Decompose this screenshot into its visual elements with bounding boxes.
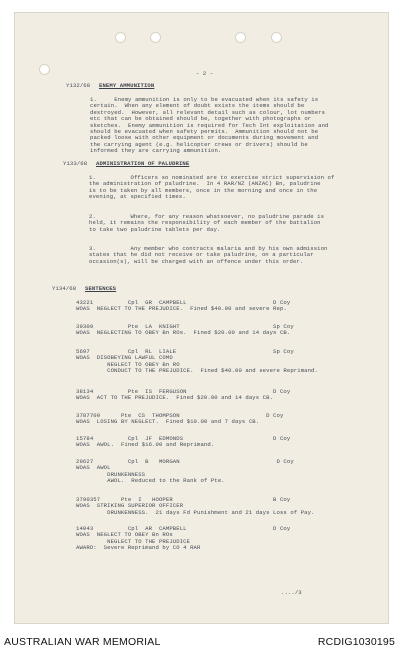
section-ref: Y133/68	[63, 160, 88, 167]
sentence-entry: 43221 Cpl GR CAMPBELL D Coy WOAS NEGLECT TO THE PREJUDICE. Fined $40.00 and severe Rep.	[76, 299, 291, 313]
section-heading: ADMINISTRATION OF PALUDRINE	[96, 160, 190, 167]
sentence-entry: 14043 Cpl AR CAMPBELL D Coy WOAS NEGLECT TO OBEY Bn ROs NEGLECT TO THE PREJUDICE AWARD: Severe Reprimand by CO 4 RAR	[76, 525, 291, 552]
sentence-entry: 29627 Cpl B MORGAN D Coy WOAS AWOL DRUNKENNESS AWOL. Reduced to the Rank of Pte.	[76, 458, 294, 485]
punch-hole	[115, 32, 126, 43]
footer-record-id: RCDIG1030195	[317, 636, 395, 648]
sentence-entry: 5697 Cpl RL LIALE Sp Coy WOAS DISOBEYING LAWFUL COMD NEGLECT TO OBEY Bn RO CONDUCT TO THE PREJUDICE. Fined $40.00 and severe Reprimand.	[76, 348, 318, 375]
archive-footer	[0, 630, 403, 654]
punch-hole	[235, 32, 246, 43]
paragraph: 3. Any member who contracts malaria and by his own admission states that he did not receive or take paludrine, on a particular occasion(s), will be charged with an offence under this order.	[89, 245, 328, 265]
continuation-marker: ..../3	[281, 589, 302, 596]
sentence-entry: 39309 Pte LA KNIGHT Sp Coy WOAS NEGLECTING TO OBEY Bn ROs. Fined $20.00 and 14 days CB.	[76, 323, 294, 337]
footer-source: AUSTRALIAN WAR MEMORIAL	[4, 636, 161, 648]
sentence-entry: 15784 Cpl JF EDMONDS D Coy WOAS AWOL. Fined $16.00 and Reprimand.	[76, 435, 291, 449]
punch-hole	[271, 32, 282, 43]
paragraph: 1. Officers so nominated are to exercise strict supervision of the administration of paludrine. In 4 RAR/NZ (ANZAC) Bn, paludrine is to be taken by all members, once in the morning and once in the evening, at specified times.	[89, 174, 335, 201]
punch-hole	[39, 64, 50, 75]
sentence-entry: 3790357 Pte I HOOPER B Coy WOAS STRIKING SUPERIOR OFFICER DRUNKENNESS. 21 days Fd Punishment and 21 days Loss of Pay.	[76, 496, 315, 516]
page-number: - 2 -	[196, 70, 214, 77]
paragraph: 1. Enemy ammunition is only to be evacuated when its safety is certain. When any element of doubt exists the items should be destroyed. However, all relevant detail such as colour, lot numbers etc that can be obtained should be, together with photographs or sketches. Enemy ammunition is required for Tech Int exploitation and should be evacuated when safety permits. Ammunition should not be packed loose with other equipment or documents during movement and the carrying agent (e.g. helicopter crews or drivers) should be informed they are carrying ammunition.	[90, 96, 329, 155]
sentence-entry: 3787709 Pte CS THOMPSON D Coy WOAS LOSING BY NEGLECT. Fined $10.00 and 7 days CB.	[76, 412, 284, 426]
punch-hole	[150, 32, 161, 43]
section-heading: ENEMY AMMUNITION	[99, 82, 155, 89]
section-heading: SENTENCES	[85, 285, 117, 292]
sentence-entry: 38134 Pte IS FERGUSON D Coy WOAS ACT TO THE PREJUDICE. Fined $20.00 and 14 days CB.	[76, 388, 291, 402]
section-ref: Y134/68	[52, 285, 77, 292]
paragraph: 2. Where, for any reason whatsoever, no paludrine parade is held, it remains the responsibility of each member of the battalion to take two paludrine tablets per day.	[89, 213, 325, 233]
section-ref: Y132/68	[66, 82, 91, 89]
document-page	[14, 12, 389, 624]
